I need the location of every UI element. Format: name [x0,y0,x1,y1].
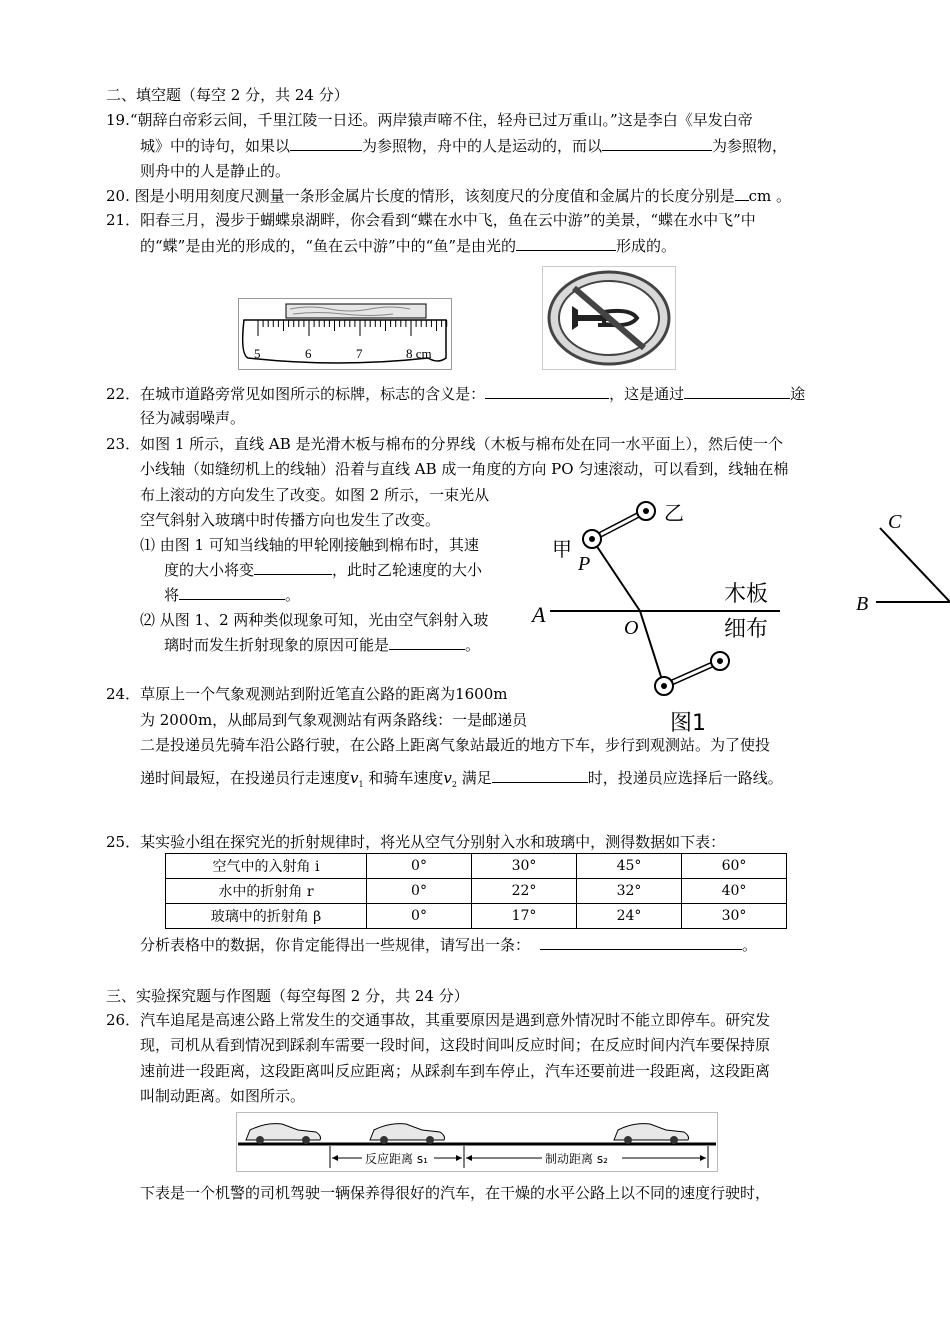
q23-blank-3[interactable] [389,635,465,650]
refraction-table [165,853,787,929]
q21-text-a: 的“蝶”是由光的形成的，“鱼在云中游”中的“鱼”是由光的 [140,237,517,255]
q24-text-b: 和骑车速度 [368,769,444,787]
ruler-label-5: 5 [254,346,261,361]
q21-blank[interactable] [516,236,616,251]
q23-sub1-line2 [164,560,482,580]
q26-line1: 26．汽车追尾是高速公路上常发生的交通事故，其重要原因是遇到意外情况时不能立即停车。研究发 [106,1011,771,1029]
reaction-distance-label: 反应距离 s₁ [365,1152,428,1166]
q23-sub2-line1: ⑵ 从图 1、2 两种类似现象可知，光由空气斜射入玻 [140,611,489,629]
q22-line2: 径为减弱噪声。 [140,409,246,427]
figure-1 [528,490,782,738]
section2-title: 二、填空题（每空 2 分，共 24 分） [106,86,349,104]
table-cell: 30° [472,854,577,879]
v2-symbol: v [443,769,452,787]
q25-text-a: 分析表格中的数据，你肯定能得出一些规律，请写出一条： [140,936,531,954]
q23-blank-2[interactable] [179,585,285,600]
table-cell: 水中的折射角 r [166,879,367,904]
figure-1-caption: 图1 [670,711,706,736]
no-horn-sign [542,266,676,370]
v2-subscript: 2 [451,780,457,789]
q23-line2: 小线轴（如缝纫机上的线轴）沿着与直线 AB 成一角度的方向 PO 匀速滚动，可以看到，线轴在棉 [140,460,789,478]
table-cell: 30° [682,904,787,929]
table-cell: 玻璃中的折射角 β [166,904,367,929]
q22-text-b: ，这是通过 [609,385,685,403]
q23-sub1-text-d: 将 [164,586,180,604]
spool-lower [655,652,729,695]
table-cell: 45° [577,854,682,879]
label-A: A [532,602,546,627]
q22-line1 [106,384,805,404]
table-row [166,854,787,879]
label-cloth: 细布 [724,617,769,642]
q20-blank[interactable] [735,186,749,201]
q23-sub1-text-e: 。 [285,586,301,604]
label-C: C [888,511,902,533]
q26-line5: 下表是一个机警的司机驾驶一辆保养得很好的汽车，在干燥的水平公路上以不同的速度行驶时， [140,1184,771,1202]
q25-line1: 25．某实验小组在探究光的折射规律时，将光从空气分别射入水和玻璃中，测得数据如下表： [106,833,726,851]
q23-sub1-line3 [164,585,300,605]
ruler-label-7: 7 [356,346,363,361]
label-yi: 乙 [664,501,684,525]
table-cell: 0° [367,879,472,904]
q23-sub2-text-b: 璃时而发生折射现象的原因可能是 [164,636,390,654]
q23-sub2-line2 [164,635,480,655]
table-cell: 0° [367,854,472,879]
q24-line1: 24．草原上一个气象观测站到附近笔直公路的距离为1600m [106,685,508,703]
q24-line3: 二是投递员先骑车沿公路行驶，在公路上距离气象站最近的地方下车，步行到观测站。为了使投 [140,736,771,754]
table-cell: 17° [472,904,577,929]
spool-upper [583,502,655,548]
label-O: O [624,617,639,639]
q21-line2 [140,236,676,256]
table-cell: 22° [472,879,577,904]
q20-line1 [106,186,791,206]
q25-line2 [140,935,757,955]
q26-line4: 叫制动距离。如图所示。 [140,1087,306,1105]
table-cell: 空气中的入射角 i [166,854,367,879]
figure-2-fragment [850,506,950,624]
label-jia: 甲 [552,537,572,561]
v1-subscript: 1 [358,780,364,789]
q22-blank-2[interactable] [684,384,790,399]
q20-text-a: 20. 图是小明用刻度尺测量一条形金属片长度的情形，该刻度尺的分度值和金属片的长度分别是 [106,187,735,205]
braking-distance-label: 制动距离 s₂ [545,1152,608,1166]
path-PO [592,539,640,611]
v1-symbol: v [350,769,359,787]
table-row [166,879,787,904]
q23-sub1-text-b: 度的大小将变 [164,561,255,579]
q23-line4: 空气斜射入玻璃中时传播方向也发生了改变。 [140,511,441,529]
incident-ray-CO [880,528,950,602]
section3-title: 三、实验探究题与作图题（每空每图 2 分，共 24 分） [106,987,469,1005]
q19-text-a: 城》中的诗句，如果以 [140,137,291,155]
table-cell: 24° [577,904,682,929]
q24-text-d: 时，投递员应选择后一路线。 [587,769,783,787]
table-cell: 40° [682,879,787,904]
table-cell: 0° [367,904,472,929]
q22-text-c: 途 [790,385,806,403]
q23-sub2-text-c: 。 [465,636,481,654]
table-row [166,904,787,929]
q23-blank-1[interactable] [254,560,332,575]
label-board: 木板 [724,582,769,607]
q24-blank[interactable] [492,768,588,783]
label-P: P [578,553,591,575]
ruler-label-8: 8 cm [406,346,432,361]
q23-sub1-line1: ⑴ 由图 1 可知当线轴的甲轮刚接触到棉布时，其速 [140,536,479,554]
car-distance-figure [236,1112,718,1172]
q25-blank[interactable] [540,935,742,950]
q20-text-b: cm 。 [748,187,792,205]
q19-line2 [140,136,787,156]
q24-line2: 为 2000m，从邮局到气象观测站有两条路线：一是邮递员 [140,711,528,729]
q19-blank-2[interactable] [602,136,712,151]
q19-text-b: 为参照物，舟中的人是运动的，而以 [362,137,603,155]
table-cell: 32° [577,879,682,904]
label-B: B [856,593,869,615]
path-O-bottom [640,611,664,686]
q21-text-b: 形成的。 [616,237,677,255]
q21-line1: 21．阳春三月，漫步于蝴蝶泉湖畔，你会看到“蝶在水中飞，鱼在云中游”的美景，“蝶在水中飞”中 [106,211,756,229]
q19-line3: 则舟中的人是静止的。 [140,162,291,180]
q19-blank-1[interactable] [290,136,362,151]
q26-line3: 速前进一段距离，这段距离叫反应距离；从踩刹车到车停止，汽车还要前进一段距离，这段距离 [140,1062,771,1080]
q22-text-a: 22．在城市道路旁常见如图所示的标牌，标志的含义是： [106,385,486,403]
q23-line3: 布上滚动的方向发生了改变。如图 2 所示，一束光从 [140,486,490,504]
table-cell: 60° [682,854,787,879]
q24-text-c: 满足 [461,769,492,787]
q19-text-c: 为参照物， [712,137,788,155]
q19-line1: 19.“朝辞白帝彩云间，千里江陵一日还。两岸猿声啼不住，轻舟已过万重山。”这是李白《早发白帝 [106,111,753,129]
q23-sub1-text-c: ，此时乙轮速度的大小 [332,561,483,579]
q26-line2: 现，司机从看到情况到踩刹车需要一段时间，这段时间叫反应时间；在反应时间内汽车要保持原 [140,1036,771,1054]
q24-text-a: 递时间最短，在投递员行走速度 [140,769,351,787]
q24-line4 [140,768,783,795]
ruler-label-6: 6 [305,346,312,361]
q23-line1: 23．如图 1 所示，直线 AB 是光滑木板与棉布的分界线（木板与棉布处在同一水平面上），然后使一个 [106,435,784,453]
q22-blank-1[interactable] [485,384,609,399]
q25-text-b: 。 [742,936,758,954]
ruler-figure [238,298,452,370]
